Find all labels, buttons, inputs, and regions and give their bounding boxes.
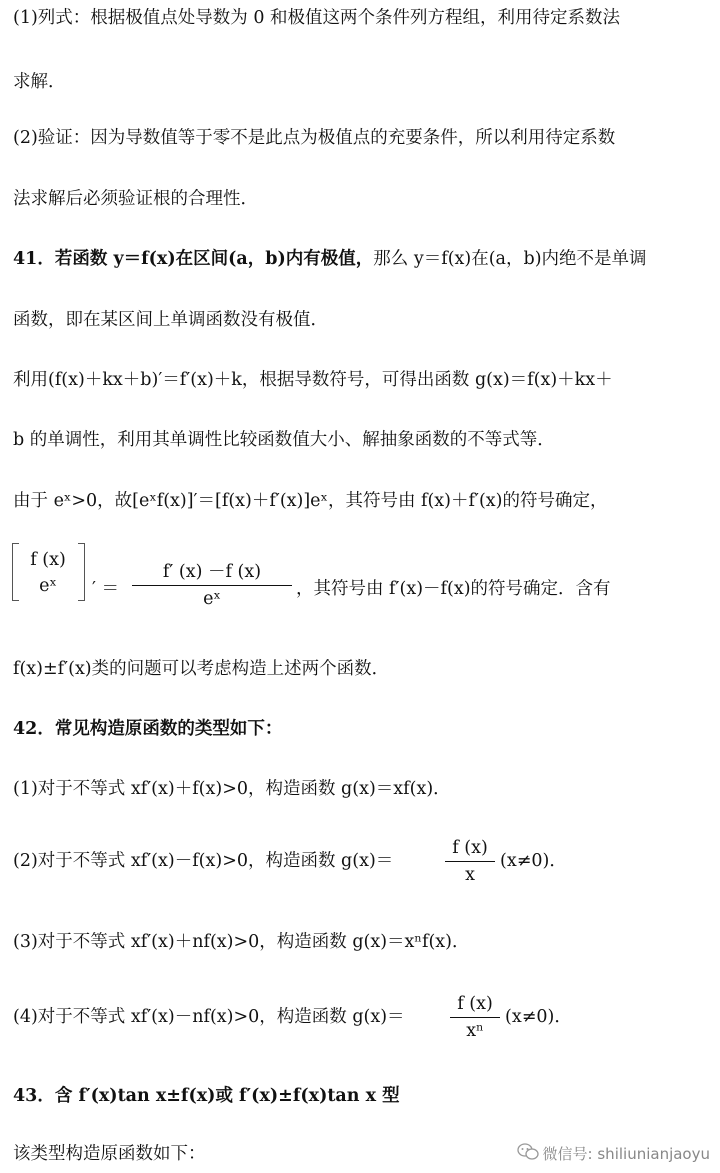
- derivative-fraction-num: f′ (x) －f (x): [132, 562, 292, 586]
- line-16-post: (x≠0)．: [505, 1007, 572, 1027]
- fraction-14-den: x: [465, 865, 475, 886]
- fraction-14: [445, 838, 495, 885]
- bracket-fraction-num: f (x): [30, 550, 66, 570]
- item-41-text: 那么 y＝f(x)在(a，b)内绝不是单调: [373, 249, 647, 269]
- fraction-14-num: f (x): [445, 838, 495, 862]
- line-10-rest: ，其符号由 f′(x)－f(x)的符号确定．含有: [296, 579, 611, 599]
- line-8: b 的单调性，利用其单调性比较函数值大小、解抽象函数的不等式等．: [13, 430, 555, 450]
- prime-equals: ′ ＝: [92, 579, 120, 599]
- derivative-fraction: [132, 562, 292, 609]
- left-bracket: [12, 543, 19, 601]
- wechat-icon: [517, 1143, 539, 1165]
- watermark-text: 微信号: shiliunianjaoyu: [542, 1144, 710, 1163]
- item-43-heading: 43．含 f′(x)tan x±f(x)或 f′(x)±f(x)tan x 型: [13, 1086, 400, 1106]
- line-1: (1)列式：根据极值点处导数为 0 和极值这两个条件列方程组，利用待定系数法: [13, 8, 621, 28]
- line-15: (3)对于不等式 xf′(x)＋nf(x)>0，构造函数 g(x)＝xⁿf(x)．: [13, 932, 470, 952]
- line-3: (2)验证：因为导数值等于零不是此点为极值点的充要条件，所以利用待定系数: [13, 128, 616, 148]
- fraction-16-den: xⁿ: [466, 1021, 484, 1042]
- line-11: f(x)±f′(x)类的问题可以考虑构造上述两个函数．: [13, 659, 390, 679]
- line-13: (1)对于不等式 xf′(x)＋f(x)>0，构造函数 g(x)＝xf(x)．: [13, 779, 451, 799]
- line-9: 由于 eˣ>0，故[eˣf(x)]′＝[f(x)＋f′(x)]eˣ，其符号由 f(x)＋f′(x)的符号确定，: [13, 491, 608, 511]
- watermark: [517, 1143, 710, 1166]
- derivative-fraction-den: eˣ: [203, 589, 221, 610]
- line-16-pre: (4)对于不等式 xf′(x)－nf(x)>0，构造函数 g(x)＝: [13, 1007, 405, 1027]
- right-bracket: [78, 543, 85, 601]
- line-4: 法求解后必须验证根的合理性．: [13, 189, 258, 209]
- bracket-fraction-den: eˣ: [39, 576, 57, 597]
- line-5: [13, 251, 647, 269]
- line-18: 该类型构造原函数如下：: [13, 1144, 206, 1164]
- fraction-16-num: f (x): [450, 994, 500, 1018]
- item-42-heading: 42．常见构造原函数的类型如下：: [13, 719, 283, 739]
- line-2: 求解．: [13, 72, 66, 92]
- line-14-post: (x≠0)．: [500, 851, 567, 871]
- bracket-fraction: [22, 547, 74, 600]
- fraction-16: [450, 994, 500, 1041]
- line-6: 函数，即在某区间上单调函数没有极值．: [13, 310, 328, 330]
- line-7: 利用(f(x)＋kx＋b)′＝f′(x)＋k，根据导数符号，可得出函数 g(x)＝f(x)＋kx＋: [13, 370, 613, 390]
- line-14-pre: (2)对于不等式 xf′(x)－f(x)>0，构造函数 g(x)＝: [13, 851, 394, 871]
- item-41-heading: 41．若函数 y＝f(x)在区间(a，b)内有极值，: [13, 249, 374, 269]
